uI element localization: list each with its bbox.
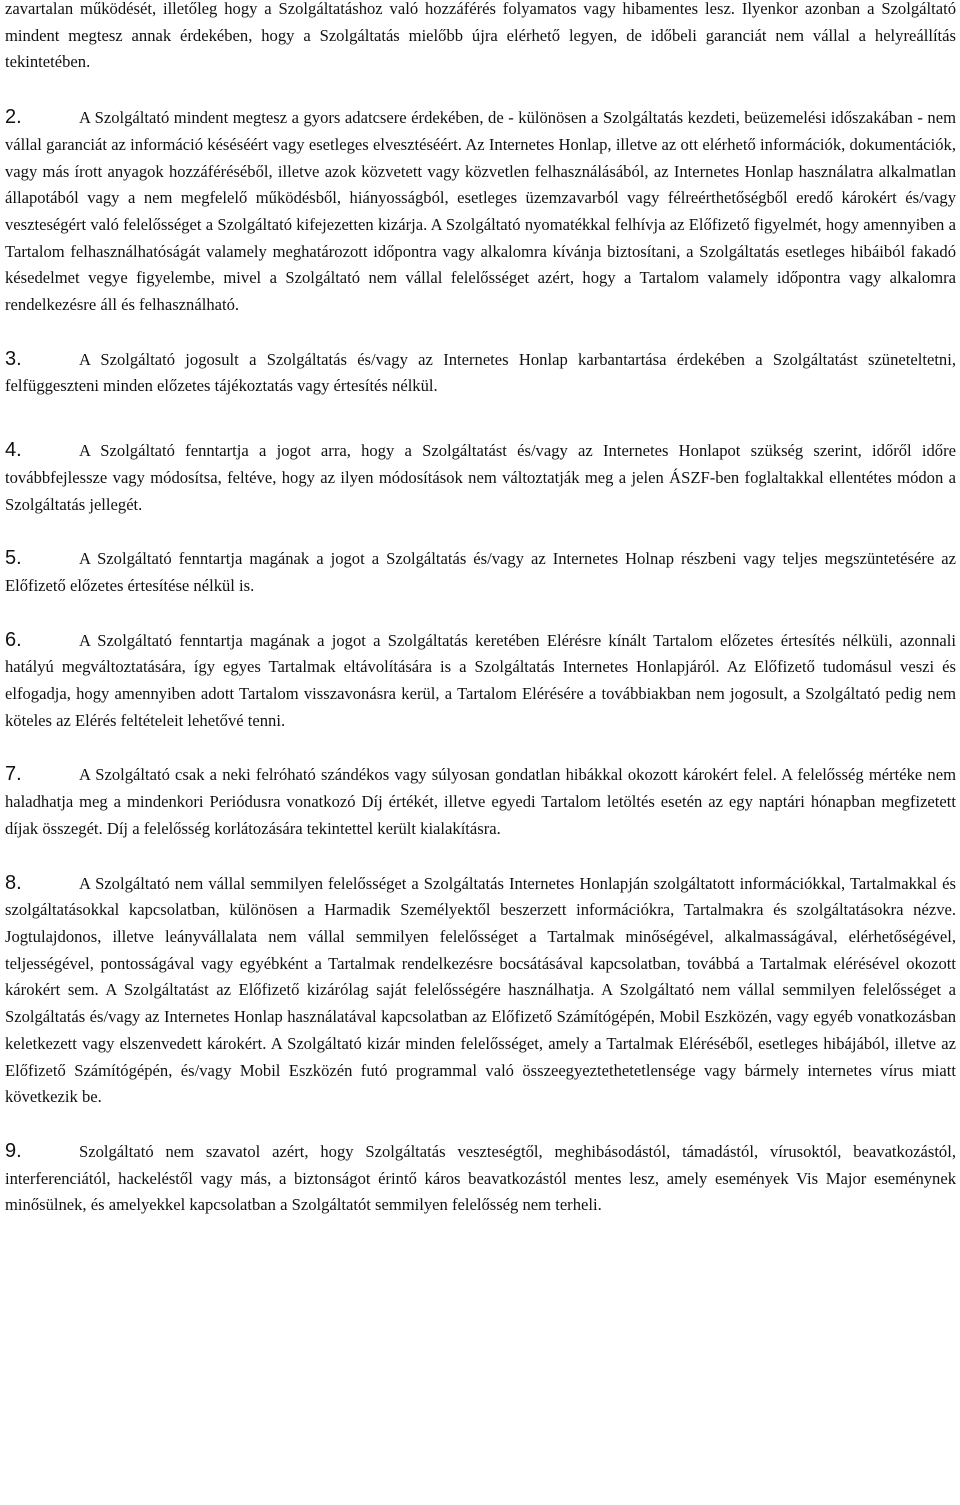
paragraph-number: 6.	[5, 628, 22, 651]
paragraph-4	[5, 438, 956, 518]
paragraph-number: 5.	[5, 547, 22, 570]
paragraph-number: 8.	[5, 871, 22, 894]
paragraph-text: A Szolgáltató fenntartja magának a jogot a Szolgáltatás keretében Elérésre kínált Tartalom előzetes értesítés nélküli, azonnali hatályú megváltoztatására, így egyes Tartalmak eltávolítására is a Szolgáltatás Internetes Honlapjáról. Az Előfizető tudomásul veszi és elfogadja, hogy amennyiben adott Tartalom visszavonásra kerül, a Tartalom Elérésére a továbbiakban nem jogosult, a Szolgáltató pedig nem köteles az Elérés feltételeit lehetővé tenni.	[5, 630, 956, 730]
paragraph-text: zavartalan működését, illetőleg hogy a Szolgáltatáshoz való hozzáférés folyamatos vagy hibamentes lesz. Ilyenkor azonban a Szolgáltató mindent megtesz annak érdekében, hogy a Szolgáltatás mielőbb újra elérhető legyen, de időbeli garanciát nem vállal a helyreállítás tekintetében.	[5, 0, 956, 72]
paragraph-2	[5, 105, 956, 319]
paragraph-9	[5, 1139, 956, 1219]
paragraph-5	[5, 546, 956, 599]
paragraph-number: 3.	[5, 347, 22, 370]
paragraph-text: A Szolgáltató fenntartja magának a jogot a Szolgáltatás és/vagy az Internetes Holnap részbeni vagy teljes megszüntetésére az Előfizető előzetes értesítése nélkül is.	[5, 549, 956, 595]
paragraph-number: 9.	[5, 1139, 22, 1162]
paragraph-text: A Szolgáltató mindent megtesz a gyors adatcsere érdekében, de - különösen a Szolgáltatás kezdeti, beüzemelési időszakában - nem vállal garanciát az információ késéséért vagy esetleges elvesztéséért. Az Internetes Honlap, illetve az ott elérhető információk, dokumentációk, vagy más írott anyagok hozzáféréséből, illetve azok közvetett vagy közvetlen felhasználásából, az Internetes Honlap használatra alkalmatlan állapotából vagy a nem megfelelő működésből, hiányosságból, esetleges üzemzavarból vagy félreérthetőségből eredő károkért és/vagy veszteségért való felelősséget a Szolgáltató kifejezetten kizárja. A Szolgáltató nyomatékkal felhívja az Előfizető figyelmét, hogy amennyiben a Tartalom felhasználhatóságát valamely meghatározott időpontra vagy alkalomra kívánja biztosítani, a Szolgáltatás esetleges hibáiból fakadó késedelmet vegye figyelembe, mivel a Szolgáltató nem vállal felelősséget azért, hogy a Tartalom valamely időpontra vagy alkalomra rendelkezésre áll és felhasználható.	[5, 108, 956, 315]
paragraph-number: 2.	[5, 106, 22, 129]
document-page	[5, 0, 956, 1219]
paragraph-text: Szolgáltató nem szavatol azért, hogy Szolgáltatás veszteségtől, meghibásodástól, támadástól, vírusoktól, beavatkozástól, interferenciától, hackeléstől vagy más, a biztonságot érintő káros beavatkozástól mentes lesz, amely események Vis Major eseménynek minősülnek, és amelyekkel kapcsolatban a Szolgáltatót semmilyen felelősség nem terheli.	[5, 1141, 956, 1215]
paragraph-text: A Szolgáltató csak a neki felróható szándékos vagy súlyosan gondatlan hibákkal okozott károkért felel. A felelősség mértéke nem haladhatja meg a mindenkori Periódusra vonatkozó Díj értékét, illetve egyedi Tartalom letöltés esetén az egy naptári hónapban megfizetett díjak összegét. Díj a felelősség korlátozására tekintettel került kialakításra.	[5, 765, 956, 838]
paragraph-8	[5, 871, 956, 1111]
paragraph-number: 7.	[5, 763, 22, 786]
paragraph-7	[5, 762, 956, 842]
paragraph-text: A Szolgáltató fenntartja a jogot arra, hogy a Szolgáltatást és/vagy az Internetes Honlapot szükség szerint, időről időre továbbfejlessze vagy módosítsa, feltéve, hogy az ilyen módosítások nem változtatják meg a jelen ÁSZF-ben foglaltakkal ellentétes módon a Szolgáltatás jellegét.	[5, 441, 956, 514]
paragraph-text: A Szolgáltató nem vállal semmilyen felelősséget a Szolgáltatás Internetes Honlapján szolgáltatott információkkal, Tartalmakkal és szolgáltatásokkal kapcsolatban, különösen a Harmadik Személyektől beszerzett információkra, Tartalmakra és szolgáltatásokra nézve. Jogtulajdonos, illetve leányvállalata nem vállal semmilyen felelősséget a Tartalmak minőségével, alkalmasságával, elérhetőségével, teljességével, pontosságával vagy egyébként a Tartalmak rendelkezésre bocsátásával kapcsolatban, továbbá a Tartalmak elérésével okozott károkért sem. A Szolgáltatást az Előfizető kizárólag saját felelősségére használhatja. A Szolgáltató nem vállal semmilyen felelősséget a Szolgáltatás és/vagy az Internetes Honlap használatával kapcsolatban az Előfizető Számítógépén, Mobil Eszközén, vagy egyéb vonatkozásban keletkezett vagy elszenvedett károkért. A Szolgáltató kizár minden felelősséget, amely a Tartalmak Eléréséből, esetleges hibájából, illetve az Előfizető Számítógépén, és/vagy Mobil Eszközén futó programmal való összeegyeztethetetlensége vagy bármely internetes vírus miatt következik be.	[5, 873, 956, 1107]
paragraph-number: 4.	[5, 439, 22, 462]
paragraph-6	[5, 628, 956, 735]
paragraph-3	[5, 347, 956, 400]
paragraph-continuation	[5, 0, 956, 76]
paragraph-text: A Szolgáltató jogosult a Szolgáltatás és/vagy az Internetes Honlap karbantartása érdekében a Szolgáltatást szüneteltetni, felfüggeszteni minden előzetes tájékoztatás vagy értesítés nélkül.	[5, 349, 956, 396]
